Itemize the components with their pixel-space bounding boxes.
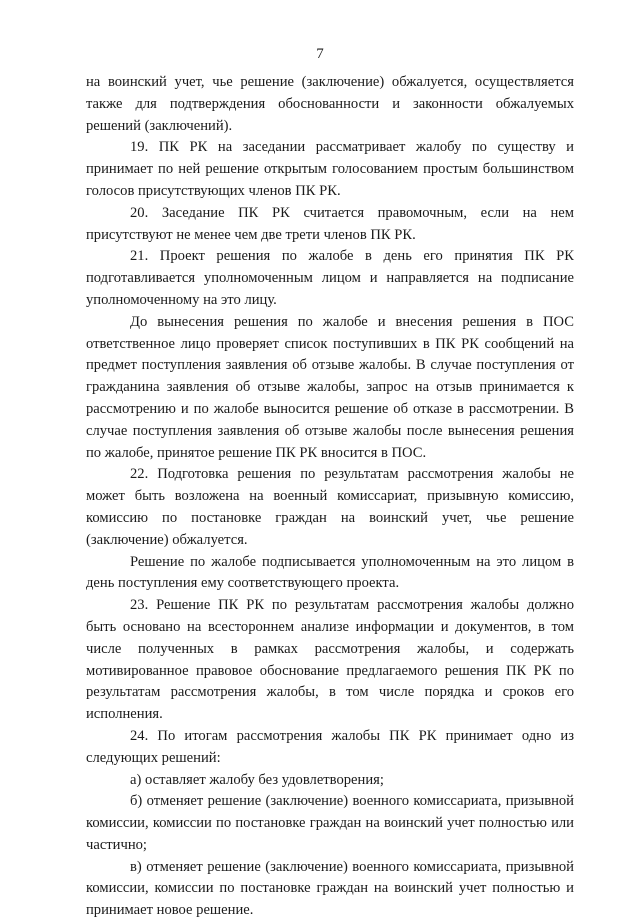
paragraph: на воинский учет, чье решение (заключение) обжалуется, осуществляется также для подтверждения обоснованности и законности обжалуемых решений (заключений). [86, 74, 574, 134]
page-number: 7 [316, 46, 324, 62]
paragraph: 19. ПК РК на заседании рассматривает жалобу по существу и принимает по ней решение открытым голосованием простым большинством голосов присутствующих членов ПК РК. [86, 139, 574, 199]
paragraph: б) отменяет решение (заключение) военного комиссариата, призывной комиссии, комиссии по постановке граждан на воинский учет полностью или частично; [86, 793, 574, 853]
paragraph: 22. Подготовка решения по результатам рассмотрения жалобы не может быть возложена на военный комиссариат, призывную комиссию, комиссию по постановке граждан на воинский учет, чье решение (заключение) обжалуется. [86, 466, 574, 548]
paragraph: До вынесения решения по жалобе и внесения решения в ПОС ответственное лицо проверяет список поступивших в ПК РК сообщений на предмет поступления заявления об отзыве жалобы. В случае поступления от гражданина заявления об отзыве жалобы, запрос на отзыв принимается к рассмотрению и по жалобе выносится решение об отказе в рассмотрении. В случае поступления заявления об отзыве жалобы после вынесения решения по жалобе, принятое решение ПК РК вносится в ПОС. [86, 313, 574, 461]
paragraph: Решение по жалобе подписывается уполномоченным на это лицом в день поступления ему соответствующего проекта. [86, 553, 574, 592]
paragraph: 23. Решение ПК РК по результатам рассмотрения жалобы должно быть основано на всестороннем анализе информации и документов, в том числе полученных в рамках рассмотрения жалобы, и содержать мотивированное правовое обоснование предлагаемого решения ПК РК по результатам рассмотрения жалобы, в том числе порядка и сроков его исполнения. [86, 597, 574, 723]
document-body [86, 72, 574, 922]
paragraph: 24. По итогам рассмотрения жалобы ПК РК принимает одно из следующих решений: [86, 727, 574, 766]
paragraph: в) отменяет решение (заключение) военного комиссариата, призывной комиссии, комиссии по постановке граждан на воинский учет полностью и принимает новое решение. [86, 858, 574, 919]
paragraph: 20. Заседание ПК РК считается правомочным, если на нем присутствуют не менее чем две трети членов ПК РК. [86, 204, 574, 243]
paragraph: 21. Проект решения по жалобе в день его принятия ПК РК подготавливается уполномоченным лицом и направляется на подписание уполномоченному на это лицу. [86, 248, 574, 308]
paragraph: а) оставляет жалобу без удовлетворения; [130, 771, 384, 788]
